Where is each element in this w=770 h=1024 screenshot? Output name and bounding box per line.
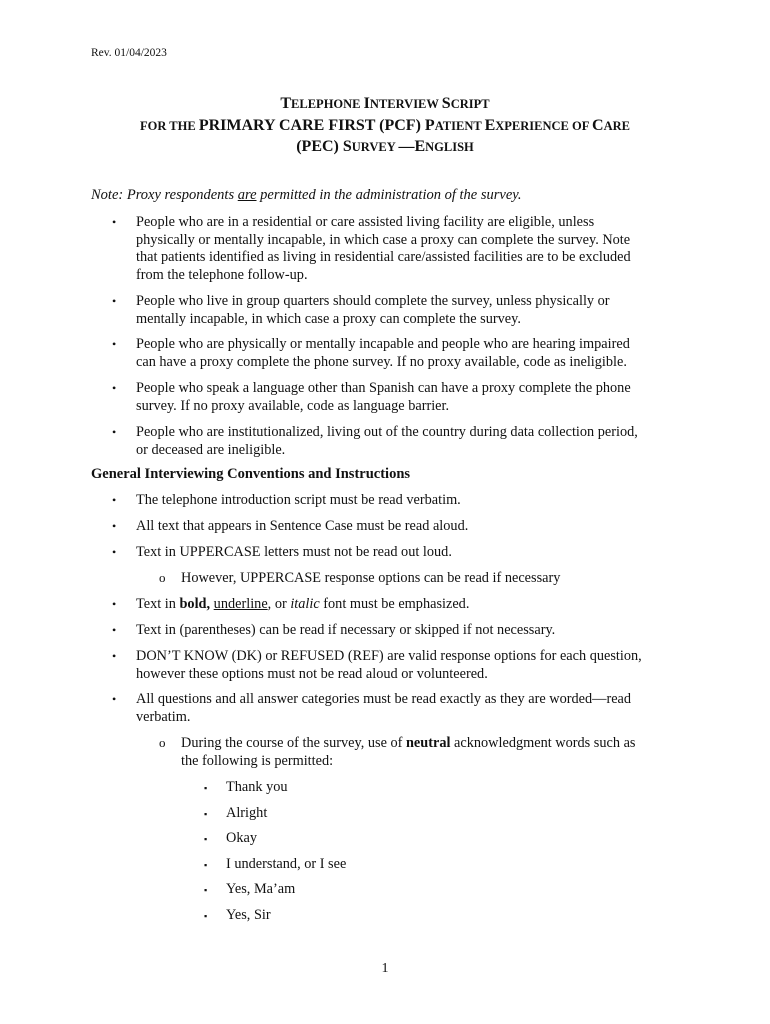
list-item: • People who speak a language other than Spanish can have a proxy complete the phone survey. If no proxy available, code as language barrier.	[112, 380, 631, 414]
list-item: • All text that appears in Sentence Case must be read aloud.	[112, 518, 469, 534]
sub-sub-list-item: ▪ Thank you	[226, 779, 626, 797]
bullet-marker: •	[112, 337, 117, 351]
square-marker: ▪	[204, 809, 208, 819]
bullet-marker: •	[112, 597, 117, 611]
bullet-marker: •	[112, 519, 117, 533]
sub-sub-list-item: ▪ Yes, Sir	[226, 907, 626, 925]
square-marker: ▪	[204, 834, 208, 844]
sub-sub-list-item: ▪ I understand, or I see	[226, 856, 626, 874]
sub-sub-list-item: ▪ Okay	[226, 830, 626, 848]
list-item: • The telephone introduction script must be read verbatim.	[112, 492, 461, 508]
bullet-marker: •	[112, 381, 117, 395]
square-marker: ▪	[204, 911, 208, 921]
bullet-marker: •	[112, 545, 117, 559]
section-heading: General Interviewing Conventions and Instructions	[91, 466, 411, 482]
bullet-marker: •	[112, 493, 117, 507]
list-item: • People who are in a residential or care assisted living facility are eligible, unless physically or mentally incapable, in which case a proxy can complete the survey. Note that patients identified as living in residential care/assisted facilities are to be excluded from the telephone follow-up.	[112, 214, 631, 283]
square-marker: ▪	[204, 783, 208, 793]
sub-list-item: o However, UPPERCASE response options can be read if necessary	[159, 570, 561, 586]
list-item: • Text in bold, underline, or italic font must be emphasized.	[112, 596, 470, 612]
circle-marker: o	[159, 735, 166, 750]
list-item: • All questions and all answer categories must be read exactly as they are worded—read verbatim.	[112, 691, 632, 725]
bullet-marker: •	[112, 294, 117, 308]
list-item: • DON’T KNOW (DK) or REFUSED (REF) are valid response options for each question, however these options must not be read aloud or volunteered.	[112, 648, 642, 682]
list-item: • Text in (parentheses) can be read if necessary or skipped if not necessary.	[112, 622, 556, 638]
sub-list-item: o During the course of the survey, use of neutral acknowledgment words such as the following is permitted:	[159, 735, 636, 769]
bullet-marker: •	[112, 692, 117, 706]
sub-sub-list-item: ▪ Yes, Ma’am	[226, 881, 626, 899]
proxy-note: Note: Proxy respondents are permitted in the administration of the survey.	[91, 187, 522, 203]
list-item: • People who are institutionalized, living out of the country during data collection period, or deceased are ineligible.	[112, 424, 638, 458]
square-marker: ▪	[204, 885, 208, 895]
title-line-1: TELEPHONE INTERVIEW SCRIPT	[280, 95, 490, 112]
sub-sub-list-item: ▪ Alright	[226, 805, 626, 823]
bullet-marker: •	[112, 425, 117, 439]
bullet-marker: •	[112, 649, 117, 663]
title-line-3: (PEC) SURVEY —ENGLISH	[296, 138, 474, 155]
list-item: • Text in UPPERCASE letters must not be read out loud.	[112, 544, 452, 560]
title-line-2: FOR THE PRIMARY CARE FIRST (PCF) PATIENT EXPERIENCE OF CARE	[140, 117, 630, 134]
page-number: 1	[381, 961, 389, 976]
bullet-marker: •	[112, 215, 117, 229]
list-item: • People who live in group quarters should complete the survey, unless physically or mentally incapable, in which case a proxy can complete the survey.	[112, 293, 610, 327]
circle-marker: o	[159, 570, 166, 585]
bullet-marker: •	[112, 623, 117, 637]
list-item: • People who are physically or mentally incapable and people who are hearing impaired can have a proxy complete the phone survey. If no proxy available, code as ineligible.	[112, 336, 630, 370]
square-marker: ▪	[204, 860, 208, 870]
revision-date: Rev. 01/04/2023	[91, 47, 167, 59]
